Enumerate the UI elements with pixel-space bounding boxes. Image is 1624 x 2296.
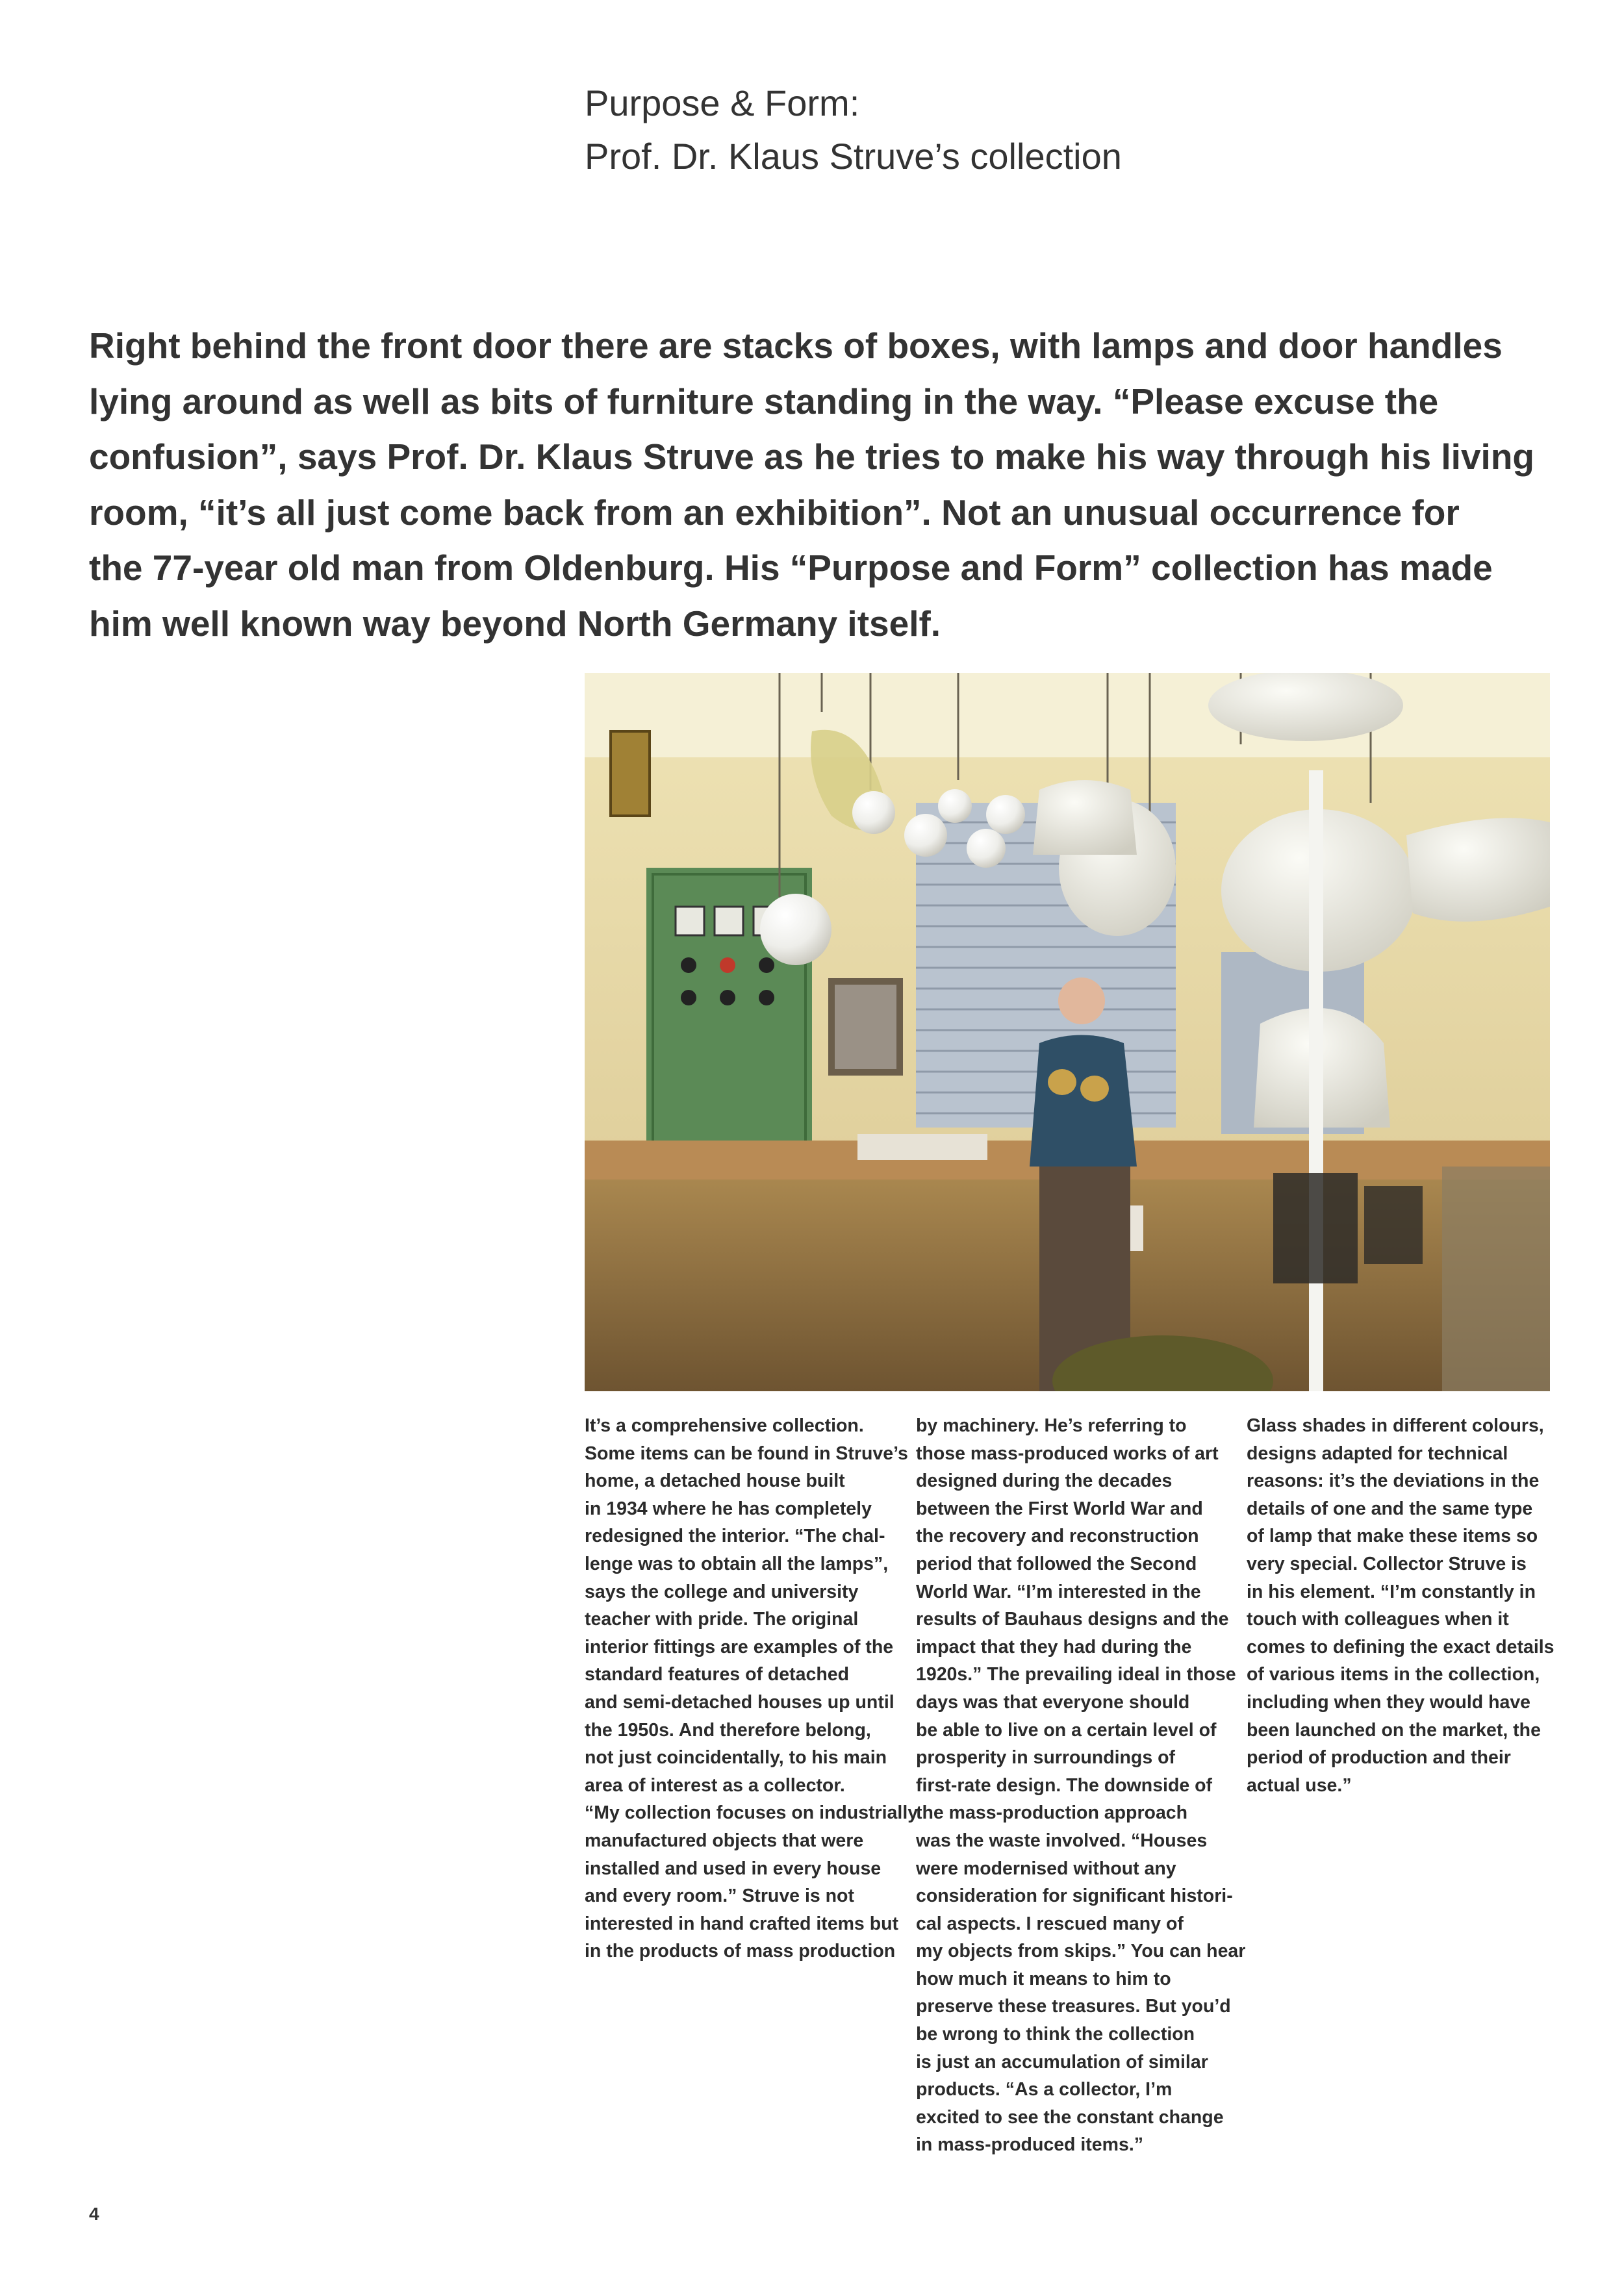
column-line: reasons: it’s the deviations in the xyxy=(1247,1470,1540,1492)
intro-line: him well known way beyond North Germany itself. xyxy=(89,603,941,644)
column-line: cal aspects. I rescued many of xyxy=(916,1913,1184,1934)
intro-line: lying around as well as bits of furniture standing in the way. “Please excuse the xyxy=(89,381,1439,422)
body-column-1 xyxy=(585,1412,919,1965)
column-line: in mass-produced items.” xyxy=(916,2134,1144,2156)
column-line: days was that everyone should xyxy=(916,1691,1190,1713)
column-line: in 1934 where he has completely xyxy=(585,1498,872,1519)
column-line: the recovery and reconstruction xyxy=(916,1526,1199,1547)
page-title xyxy=(585,77,1559,183)
column-line: results of Bauhaus designs and the xyxy=(916,1609,1229,1630)
column-line: was the waste involved. “Houses xyxy=(916,1830,1208,1851)
column-line: lenge was to obtain all the lamps”, xyxy=(585,1553,889,1574)
column-line: those mass-produced works of art xyxy=(916,1443,1219,1464)
column-line: period of production and their xyxy=(1247,1747,1511,1769)
column-line: manufactured objects that were xyxy=(585,1830,864,1851)
column-line: in his element. “I’m constantly in xyxy=(1247,1581,1536,1602)
column-line: period that followed the Second xyxy=(916,1553,1197,1574)
workshop-photo xyxy=(585,673,1550,1391)
column-line: be wrong to think the collection xyxy=(916,2024,1195,2045)
column-line: of various items in the collection, xyxy=(1247,1664,1540,1685)
column-line: how much it means to him to xyxy=(916,1968,1171,1989)
intro-line: confusion”, says Prof. Dr. Klaus Struve as he tries to make his way through his living xyxy=(89,436,1535,477)
column-line: were modernised without any xyxy=(916,1858,1176,1879)
column-line: Some items can be found in Struve’s xyxy=(585,1443,908,1464)
column-line: redesigned the interior. “The chal- xyxy=(585,1526,885,1547)
intro-line: Right behind the front door there are stacks of boxes, with lamps and door handles xyxy=(89,325,1503,366)
column-line: says the college and university xyxy=(585,1581,859,1602)
intro-line: room, “it’s all just come back from an exhibition”. Not an unusual occurrence for xyxy=(89,492,1460,533)
workshop-photo-illustration xyxy=(585,673,1550,1391)
column-line: including when they would have xyxy=(1247,1691,1531,1713)
column-line: preserve these treasures. But you’d xyxy=(916,1996,1231,2017)
column-line: be able to live on a certain level of xyxy=(916,1719,1217,1741)
body-column-2 xyxy=(916,1412,1246,2159)
column-line: not just coincidentally, to his main xyxy=(585,1747,887,1769)
column-line: touch with colleagues when it xyxy=(1247,1609,1509,1630)
title-line-1: Purpose & Form: xyxy=(585,82,860,123)
column-line: of lamp that make these items so xyxy=(1247,1526,1538,1547)
body-column-3 xyxy=(1247,1412,1552,1799)
column-line: 1920s.” The prevailing ideal in those xyxy=(916,1664,1236,1685)
column-line: teacher with pride. The original xyxy=(585,1609,859,1630)
column-line: actual use.” xyxy=(1247,1774,1352,1796)
column-line: and every room.” Struve is not xyxy=(585,1886,854,1907)
column-line: Glass shades in different colours, xyxy=(1247,1415,1544,1436)
page-number: 4 xyxy=(89,2204,99,2224)
column-line: consideration for significant histori- xyxy=(916,1886,1233,1907)
intro-paragraph xyxy=(89,318,1544,651)
column-line: “My collection focuses on industrially xyxy=(585,1802,919,1824)
column-line: designs adapted for technical xyxy=(1247,1443,1508,1464)
column-line: the mass-production approach xyxy=(916,1802,1188,1824)
column-line: the 1950s. And therefore belong, xyxy=(585,1719,871,1741)
column-line: standard features of detached xyxy=(585,1664,850,1685)
column-line: first-rate design. The downside of xyxy=(916,1774,1213,1796)
column-line: details of one and the same type xyxy=(1247,1498,1533,1519)
column-line: very special. Collector Struve is xyxy=(1247,1553,1527,1574)
title-line-2: Prof. Dr. Klaus Struve’s collection xyxy=(585,136,1122,177)
column-line: installed and used in every house xyxy=(585,1858,882,1879)
column-line: products. “As a collector, I’m xyxy=(916,2079,1173,2100)
column-line: is just an accumulation of similar xyxy=(916,2051,1208,2073)
column-line: my objects from skips.” You can hear xyxy=(916,1941,1246,1962)
column-line: World War. “I’m interested in the xyxy=(916,1581,1201,1602)
column-line: It’s a comprehensive collection. xyxy=(585,1415,864,1436)
column-line: and semi-detached houses up until xyxy=(585,1691,894,1713)
column-line: excited to see the constant change xyxy=(916,2106,1224,2128)
column-line: between the First World War and xyxy=(916,1498,1203,1519)
column-line: been launched on the market, the xyxy=(1247,1719,1541,1741)
column-line: in the products of mass production xyxy=(585,1941,896,1962)
column-line: prosperity in surroundings of xyxy=(916,1747,1176,1769)
intro-line: the 77-year old man from Oldenburg. His “Purpose and Form” collection has made xyxy=(89,548,1493,588)
column-line: interior fittings are examples of the xyxy=(585,1636,894,1658)
column-line: area of interest as a collector. xyxy=(585,1774,845,1796)
column-line: home, a detached house built xyxy=(585,1470,845,1492)
column-line: designed during the decades xyxy=(916,1470,1173,1492)
column-line: impact that they had during the xyxy=(916,1636,1192,1658)
column-line: interested in hand crafted items but xyxy=(585,1913,898,1934)
column-line: comes to defining the exact details xyxy=(1247,1636,1554,1658)
column-line: by machinery. He’s referring to xyxy=(916,1415,1187,1436)
